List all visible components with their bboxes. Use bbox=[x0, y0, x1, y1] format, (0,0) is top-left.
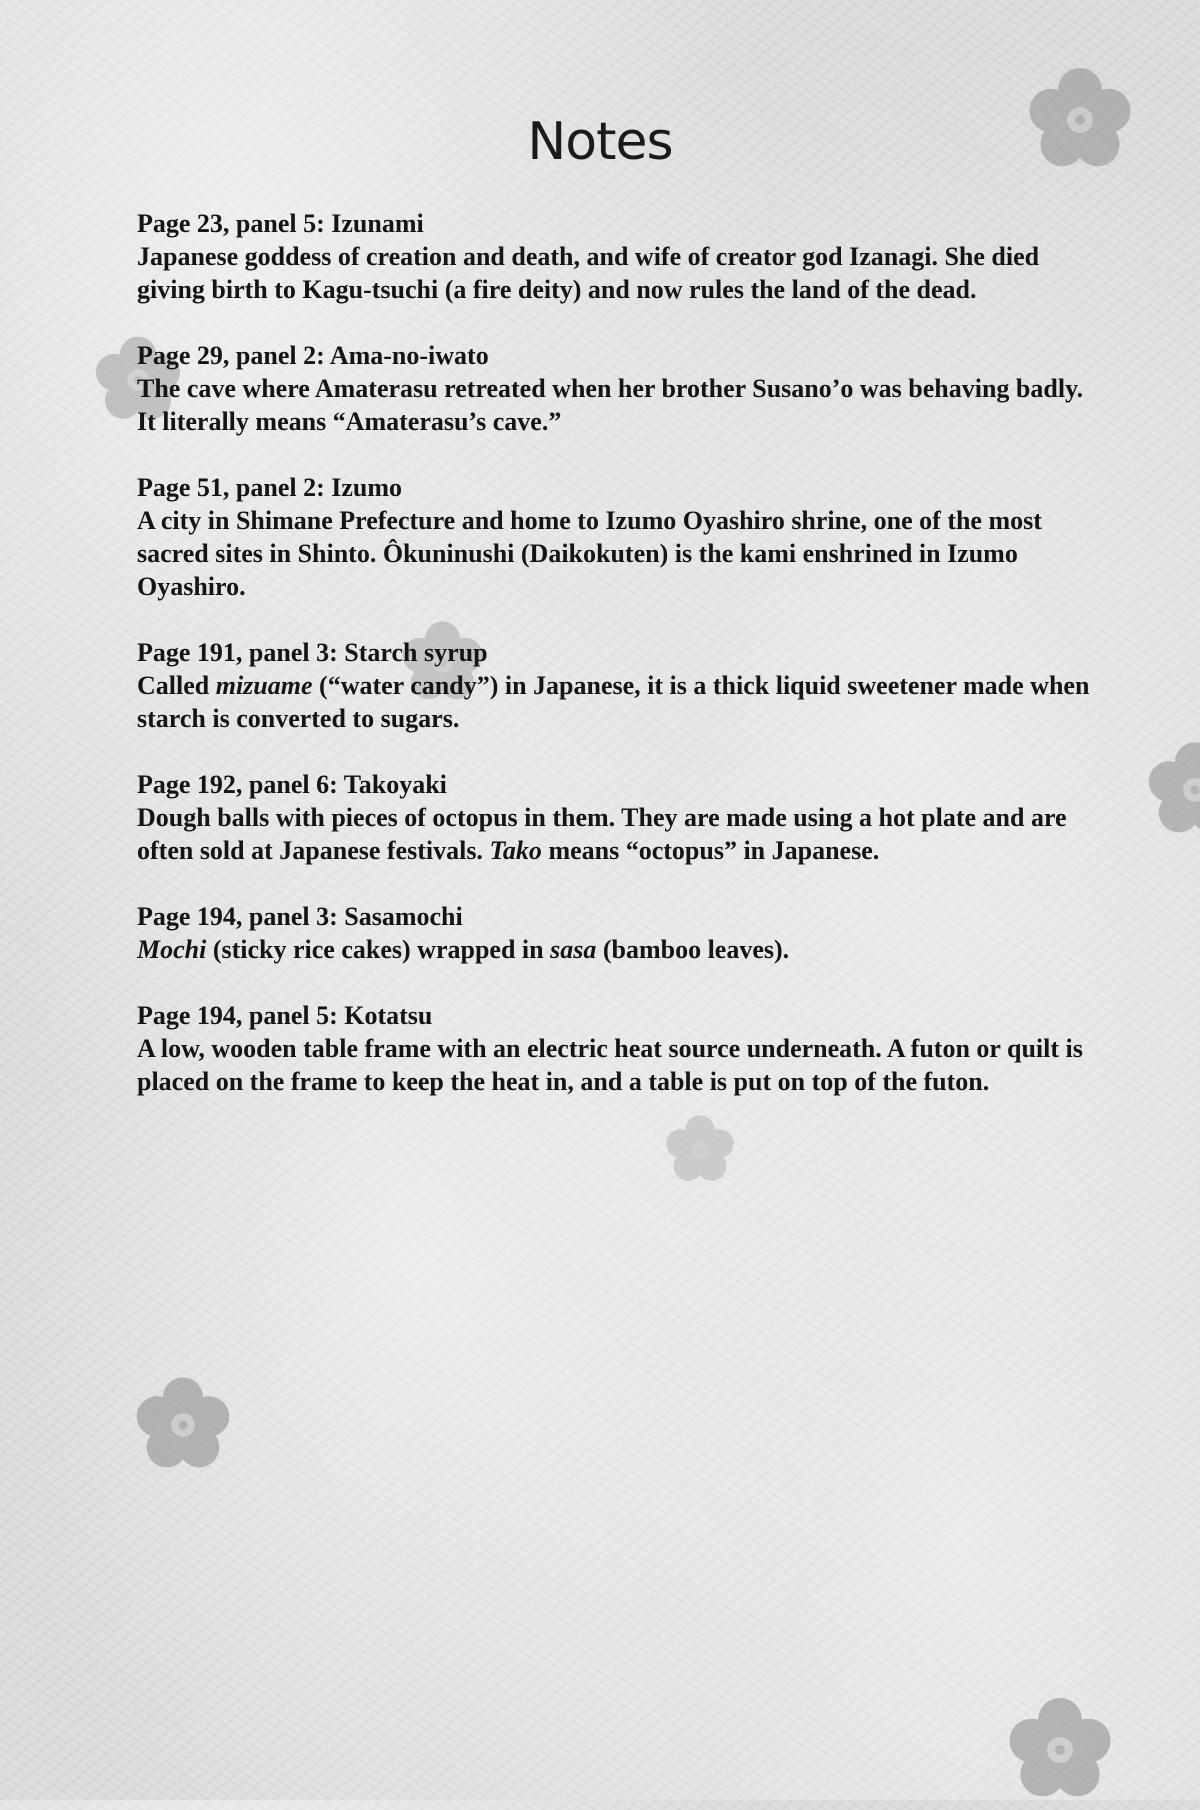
note-entry bbox=[137, 636, 1097, 735]
note-body-text: The cave where Amaterasu retreated when her brother Susano’o was behaving badly. It literally means “Amaterasu’s cave.” bbox=[137, 374, 1084, 436]
note-body-italic-term: mizuame bbox=[215, 671, 313, 700]
note-body-text: (bamboo leaves). bbox=[596, 935, 790, 964]
plum-blossom-icon bbox=[1000, 1690, 1120, 1810]
note-body bbox=[137, 669, 1097, 735]
note-entry bbox=[137, 339, 1097, 438]
notes-list bbox=[137, 207, 1097, 1131]
note-entry bbox=[137, 207, 1097, 306]
plum-blossom-icon bbox=[128, 1370, 238, 1480]
note-entry bbox=[137, 471, 1097, 603]
plum-blossom-icon bbox=[1140, 735, 1200, 845]
note-body-text: Called bbox=[137, 671, 216, 700]
note-heading: Page 51, panel 2: Izumo bbox=[137, 473, 403, 502]
note-body-italic-term: Tako bbox=[489, 836, 542, 865]
note-heading: Page 29, panel 2: Ama-no-iwato bbox=[137, 341, 489, 370]
note-heading: Page 192, panel 6: Takoyaki bbox=[137, 770, 447, 799]
note-body bbox=[137, 372, 1097, 438]
note-heading: Page 194, panel 3: Sasamochi bbox=[137, 902, 463, 931]
page-title: Notes bbox=[527, 112, 673, 172]
note-body bbox=[137, 240, 1097, 306]
note-heading: Page 194, panel 5: Kotatsu bbox=[137, 1001, 433, 1030]
note-body-text: A low, wooden table frame with an electric heat source underneath. A futon or quilt is placed on the frame to keep the heat in, and a table is put on top of the futon. bbox=[137, 1034, 1083, 1096]
note-body-italic-term: sasa bbox=[550, 935, 597, 964]
note-body-text: means “octopus” in Japanese. bbox=[541, 836, 880, 865]
note-heading: Page 191, panel 3: Starch syrup bbox=[137, 638, 488, 667]
note-entry bbox=[137, 999, 1097, 1098]
note-body-text: (sticky rice cakes) wrapped in bbox=[206, 935, 551, 964]
note-body bbox=[137, 933, 1097, 966]
note-body bbox=[137, 1032, 1097, 1098]
note-body-text: A city in Shimane Prefecture and home to Izumo Oyashiro shrine, one of the most sacred sites in Shinto. Ôkuninushi (Daikokuten) is the kami enshrined in Izumo Oyashiro. bbox=[137, 506, 1042, 601]
note-body-text: Dough balls with pieces of octopus in them. They are made using a hot plate and are often sold at Japanese festivals. bbox=[137, 803, 1067, 865]
note-body bbox=[137, 504, 1097, 603]
note-entry bbox=[137, 900, 1097, 966]
note-heading: Page 23, panel 5: Izunami bbox=[137, 209, 424, 238]
note-body bbox=[137, 801, 1097, 867]
note-body-text: Japanese goddess of creation and death, and wife of creator god Izanagi. She died giving birth to Kagu-tsuchi (a fire deity) and now rules the land of the dead. bbox=[137, 242, 1040, 304]
note-body-text: (“water candy”) in Japanese, it is a thick liquid sweetener made when starch is converted to sugars. bbox=[137, 671, 1090, 733]
note-entry bbox=[137, 768, 1097, 867]
note-body-italic-term: Mochi bbox=[137, 935, 207, 964]
